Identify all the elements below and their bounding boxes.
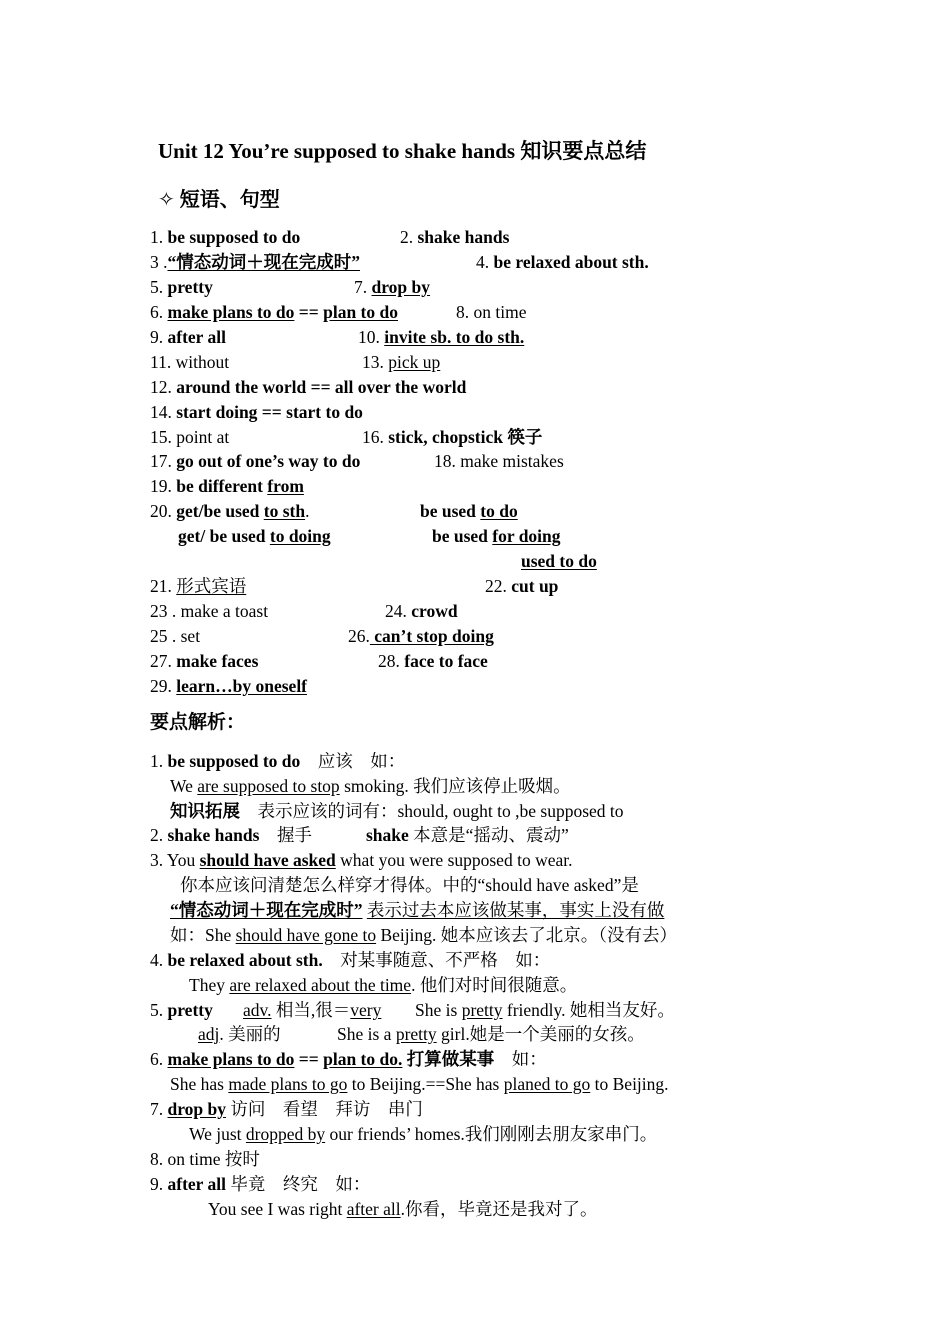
phrase-number: 26. bbox=[348, 626, 370, 646]
phrase-number: 2. bbox=[400, 227, 418, 247]
phrase-text: pretty bbox=[167, 277, 213, 297]
note-line: We are supposed to stop smoking. 我们应该停止吸烟。 bbox=[170, 776, 571, 796]
phrase-text: “情态动词＋现在完成时” bbox=[167, 252, 360, 272]
phrase-text: used to do bbox=[521, 551, 597, 571]
phrase-number: 21. bbox=[150, 576, 177, 596]
phrase-text: 25 . set bbox=[150, 626, 201, 646]
phrase-row bbox=[0, 250, 950, 274]
section-heading-key-points: 要点解析： bbox=[150, 712, 246, 733]
note-line: They are relaxed about the time. 他们对时间很随意。 bbox=[189, 975, 578, 995]
phrase-number: 5. bbox=[150, 277, 168, 297]
note-line: 7. drop by 访问 看望 拜访 串门 bbox=[150, 1099, 423, 1119]
note-line: 如：She should have gone to Beijing. 她本应该去了北京。（没有去） bbox=[170, 925, 677, 945]
phrase-text: 形式宾语 bbox=[176, 576, 247, 596]
phrase-number: 24. bbox=[385, 601, 412, 621]
phrase-text: be supposed to do bbox=[167, 227, 301, 247]
phrase-row bbox=[0, 599, 950, 623]
phrase-row bbox=[0, 574, 950, 598]
phrase-number: 6. bbox=[150, 302, 168, 322]
phrase-number: 14. bbox=[150, 402, 177, 422]
phrase-text: 15. point at bbox=[150, 427, 230, 447]
phrase-text: after all bbox=[167, 327, 226, 347]
phrase-text: invite sb. to do sth. bbox=[384, 327, 525, 347]
phrase-text: be used bbox=[420, 501, 481, 521]
phrase-text: 11. without bbox=[150, 352, 230, 372]
phrase-number: 19. bbox=[150, 476, 177, 496]
note-line: You see I was right after all.你看，毕竟还是我对了。 bbox=[208, 1199, 598, 1219]
phrase-text: start doing == start to do bbox=[176, 402, 363, 422]
phrase-text: cut up bbox=[511, 576, 559, 596]
phrase-text: pick up bbox=[388, 352, 441, 372]
phrase-row bbox=[0, 549, 950, 573]
phrase-row bbox=[0, 225, 950, 249]
phrase-row bbox=[0, 624, 950, 648]
phrase-number: 29. bbox=[150, 676, 177, 696]
note-line: 1. be supposed to do 应该 如： bbox=[150, 751, 406, 771]
phrase-row bbox=[0, 674, 950, 698]
phrase-text: make plans to do bbox=[167, 302, 295, 322]
phrase-row: 19. be different from bbox=[150, 476, 304, 496]
phrase-text: plan to do bbox=[323, 302, 398, 322]
phrase-row bbox=[0, 425, 950, 449]
note-line: 2. shake hands 握手 shake 本意是“摇动、震动” bbox=[150, 825, 569, 845]
phrase-number: 10. bbox=[358, 327, 385, 347]
phrase-row bbox=[0, 375, 950, 399]
note-line: 8. on time 按时 bbox=[150, 1149, 260, 1169]
phrase-row bbox=[0, 350, 950, 374]
phrase-text: 8. on time bbox=[456, 302, 527, 322]
phrase-text: can’t stop doing bbox=[369, 626, 494, 646]
phrase-row: 20. get/be used to sth. be used to do bbox=[150, 501, 518, 521]
phrase-text: get/be used bbox=[176, 501, 264, 521]
note-line: 3. You should have asked what you were supposed to wear. bbox=[150, 850, 573, 870]
phrase-text: around the world == all over the world bbox=[176, 377, 467, 397]
phrase-text: get/ be used bbox=[178, 526, 270, 546]
phrase-number: 7. bbox=[354, 277, 372, 297]
phrase-number: 13. bbox=[362, 352, 389, 372]
phrase-text: be different bbox=[176, 476, 268, 496]
note-line: We just dropped by our friends’ homes.我们刚刚去朋友家串门。 bbox=[189, 1124, 658, 1144]
phrase-number: 17. bbox=[150, 451, 177, 471]
phrase-row bbox=[0, 400, 950, 424]
phrase-text: 23 . make a toast bbox=[150, 601, 269, 621]
phrase-row bbox=[0, 449, 950, 473]
phrase-number: 12. bbox=[150, 377, 177, 397]
note-line: She has made plans to go to Beijing.==She has planed to go to Beijing. bbox=[170, 1074, 669, 1094]
note-line: 9. after all 毕竟 终究 如： bbox=[150, 1174, 371, 1194]
phrase-number: 20. bbox=[150, 501, 177, 521]
phrase-text: learn…by oneself bbox=[176, 676, 308, 696]
phrase-number: 3 . bbox=[150, 252, 168, 272]
section-heading-text: 短语、句型 bbox=[179, 189, 280, 211]
note-line: 知识拓展 表示应该的词有：should, ought to ,be supposed to bbox=[170, 801, 624, 821]
phrase-number: 22. bbox=[485, 576, 512, 596]
phrase-row bbox=[0, 325, 950, 349]
note-line: 4. be relaxed about sth. 对某事随意、不严格 如： bbox=[150, 950, 551, 970]
phrase-number: 27. bbox=[150, 651, 177, 671]
diamond-star-icon: ✧ bbox=[158, 189, 175, 211]
page-title: Unit 12 You’re supposed to shake hands 知识要点总结 bbox=[158, 139, 647, 163]
phrase-number: 28. bbox=[378, 651, 405, 671]
phrase-text: be used bbox=[432, 526, 493, 546]
section-heading-phrases bbox=[158, 185, 280, 215]
phrase-number: 9. bbox=[150, 327, 168, 347]
phrase-number: 16. bbox=[362, 427, 389, 447]
phrase-text: be relaxed about sth. bbox=[493, 252, 649, 272]
phrase-row bbox=[0, 275, 950, 299]
note-line: adj. 美丽的 She is a pretty girl.她是一个美丽的女孩。 bbox=[198, 1024, 645, 1044]
phrase-text: face to face bbox=[404, 651, 488, 671]
phrase-number: 4. bbox=[476, 252, 494, 272]
phrase-text: stick, chopstick 筷子 bbox=[388, 427, 543, 447]
phrase-row: 6. make plans to do == plan to do 8. on time bbox=[150, 302, 527, 322]
phrase-text: drop by bbox=[371, 277, 431, 297]
note-line: 6. make plans to do == plan to do. 打算做某事 如： bbox=[150, 1049, 547, 1069]
phrase-number: 1. bbox=[150, 227, 168, 247]
phrase-text: shake hands bbox=[417, 227, 510, 247]
note-line: 5. pretty adv. 相当,很＝very She is pretty friendly. 她相当友好。 bbox=[150, 1000, 675, 1020]
phrase-text: 18. make mistakes bbox=[434, 451, 564, 471]
phrase-text: make faces bbox=[176, 651, 259, 671]
note-line: “情态动词＋现在完成时” 表示过去本应该做某事，事实上没有做 bbox=[170, 900, 665, 920]
note-line: 你本应该问清楚怎么样穿才得体。中的“should have asked”是 bbox=[180, 875, 639, 895]
phrase-row bbox=[0, 649, 950, 673]
phrase-row: get/ be used to doing be used for doing bbox=[178, 526, 561, 546]
phrase-text: crowd bbox=[411, 601, 458, 621]
phrase-text: go out of one’s way to do bbox=[176, 451, 361, 471]
